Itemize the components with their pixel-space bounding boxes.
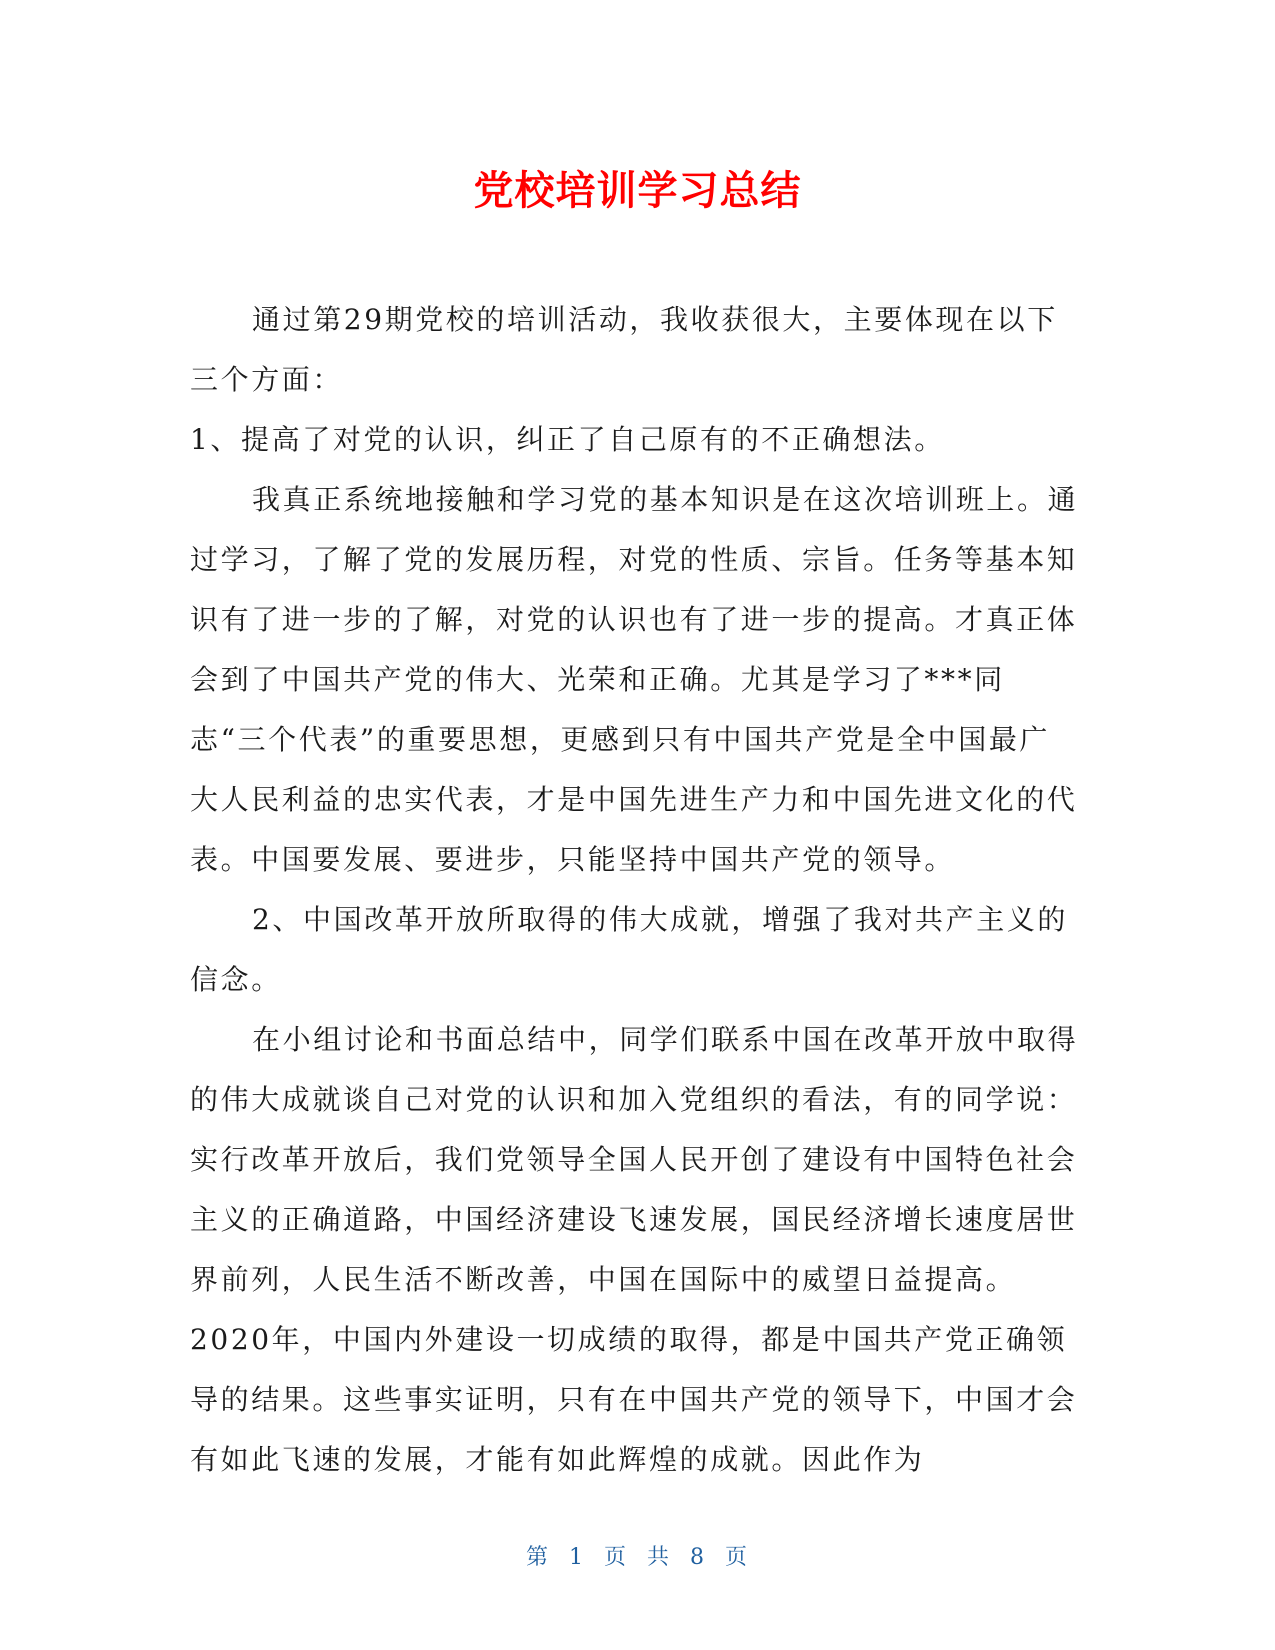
paragraph-intro: 通过第29期党校的培训活动，我收获很大，主要体现在以下三个方面： <box>190 303 1058 396</box>
paragraph-point-1: 1、提高了对党的认识，纠正了自己原有的不正确想法。 <box>190 423 945 456</box>
page-number-footer: 第 1 页 共 8 页 <box>526 1545 749 1570</box>
page-title: 党校培训学习总结 <box>473 168 802 214</box>
paragraph-point-2: 2、中国改革开放所取得的伟大成就，增强了我对共产主义的信念。 <box>190 903 1069 996</box>
paragraph-point-2-detail: 在小组讨论和书面总结中，同学们联系中国在改革开放中取得的伟大成就谈自己对党的认识和加入党组织的看法，有的同学说：实行改革开放后，我们党领导全国人民开创了建设有中国特色社会主义的正确道路，中国经济建设飞速发展，国民经济增长速度居世界前列，人民生活不断改善，中国在国际中的威望日益提高。2020年，中国内外建设一切成绩的取得，都是中国共产党正确领导的结果。这些事实证明，只有在中国共产党的领导下，中国才会有如此飞速的发展，才能有如此辉煌的成就。因此作为 <box>190 1023 1079 1476</box>
document-body <box>190 290 1080 1490</box>
paragraph-point-1-detail: 我真正系统地接触和学习党的基本知识是在这次培训班上。通过学习，了解了党的发展历程，对党的性质、宗旨。任务等基本知识有了进一步的了解，对党的认识也有了进一步的提高。才真正体会到了中国共产党的伟大、光荣和正确。尤其是学习了***同志“三个代表”的重要思想，更感到只有中国共产党是全中国最广大人民利益的忠实代表，才是中国先进生产力和中国先进文化的代表。中国要发展、要进步，只能坚持中国共产党的领导。 <box>190 483 1079 876</box>
